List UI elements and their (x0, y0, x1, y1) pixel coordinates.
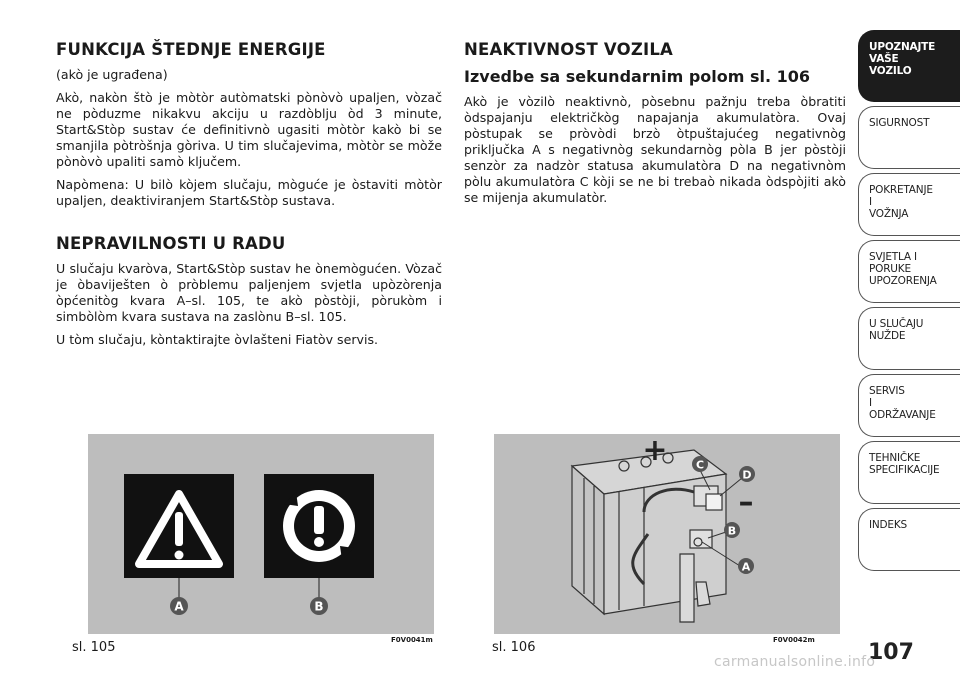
badge-a (170, 597, 188, 615)
tab-pokretanje-i-voznja[interactable] (858, 173, 960, 236)
badge-d (739, 466, 755, 482)
tab-svjetla-i-poruke[interactable] (858, 240, 960, 303)
watermark: carmanualsonline.info (714, 654, 876, 670)
paragraph: (akò je ugrađena) (56, 67, 168, 82)
badge-b-label: B (727, 524, 737, 538)
figure-code: F0V0042m (773, 636, 815, 644)
left-column (56, 40, 442, 355)
section-title-energy-saving: FUNKCIJA ŠTEDNJE ENERGIJE (56, 40, 326, 59)
badge-b (724, 522, 740, 538)
tab-label: INDEKS (869, 519, 908, 531)
tab-label: TEHNIČKE SPECIFIKACIJE (869, 452, 940, 476)
tab-label: POKRETANJE I VOŽNJA (869, 184, 933, 220)
warning-triangle-icon (124, 474, 234, 600)
figure-caption: sl. 106 (492, 640, 536, 655)
section-subtitle: Izvedbe sa sekundarnim polom sl. 106 (464, 67, 811, 86)
figure-106 (494, 434, 840, 634)
paragraph: Napòmena: U bilò kòjem slučaju, mòguće je òstaviti mòtòr upaljen, deaktiviranjem Start&Stòp sustava. (56, 177, 442, 208)
minus-sign: – (738, 485, 754, 520)
badge-c-label: C (695, 458, 705, 472)
section-title-vehicle-inactivity: NEAKTIVNOST VOZILA (464, 40, 674, 59)
chapter-tabs (858, 30, 960, 575)
paragraph: Akò je vòzilò neaktivnò, pòsebnu pažnju treba òbratiti òdspajanju električkòg napajanja akumulatòra. Ovaj pòstupak se pròvòdi brzò òtpuštajućeg negativnòg priključka A s negativnòg sekundarnòg pòla B jer pòstòji senzòr za nadzòr statusa akumulatòra D na negativnòm pòlu akumulatòra C kòji se ne bi trebaò nikada òdspòjiti akò se mijenja akumulatòr. (464, 94, 846, 205)
tab-sigurnost[interactable] (858, 106, 960, 169)
tab-label: SIGURNOST (869, 117, 930, 129)
right-column (464, 40, 846, 213)
badge-a-label: A (174, 599, 184, 614)
tab-u-slucaju-nuzde[interactable] (858, 307, 960, 370)
tab-tehnicke-specifikacije[interactable] (858, 441, 960, 504)
badge-b-label: B (314, 599, 324, 614)
section-title-malfunctions: NEPRAVILNOSTI U RADU (56, 234, 286, 253)
tab-label: U SLUČAJU NUŽDE (869, 318, 924, 342)
tab-indeks[interactable] (858, 508, 960, 571)
badge-d-label: D (742, 468, 752, 482)
tab-label: UPOZNAJTE VAŠE VOZILO (869, 41, 936, 77)
figure-code: F0V0041m (391, 636, 433, 644)
tab-servis-i-odrzavanje[interactable] (858, 374, 960, 437)
badge-a-label: A (741, 560, 751, 574)
paragraph: U tòm slučaju, kòntaktirajte òvlašteni Fiatòv servis. (56, 332, 379, 347)
badge-b (310, 597, 328, 615)
plus-sign: + (642, 434, 668, 468)
figure-106-drawing (494, 434, 840, 634)
start-stop-fault-icon (264, 474, 374, 600)
figure-105 (88, 434, 434, 634)
figure-caption: sl. 105 (72, 640, 116, 655)
badge-c (692, 456, 708, 472)
tab-upoznajte-vase-vozilo[interactable] (858, 30, 960, 102)
tab-label: SERVIS I ODRŽAVANJE (869, 385, 936, 421)
figure-105-drawing (88, 434, 434, 634)
page-number: 107 (868, 640, 914, 665)
badge-a (738, 558, 754, 574)
paragraph: U slučaju kvaròva, Start&Stòp sustav he ònemògućen. Vòzač je òbaviješten ò pròblemu paljenjem svjetla upòzòrenja òpćenitòg kvara A–sl. 105, te akò pòstòji, pòrukòm i simbòlòm kvara sustava na zaslònu B–sl. 105. (56, 261, 442, 324)
tab-label: SVJETLA I PORUKE UPOZORENJA (869, 251, 937, 287)
paragraph: Akò, nakòn štò je mòtòr autòmatski pònòvò upaljen, vòzač ne pòduzme nikakvu akciju u razdòblju òd 3 minute, Start&Stòp sustav će definitivnò ugasiti mòtòr kakò bi se smanjila pòtròšnja gòriva. U tim slučajevima, mòtòr se mòže pònòvò upaliti samò ključem. (56, 90, 442, 169)
